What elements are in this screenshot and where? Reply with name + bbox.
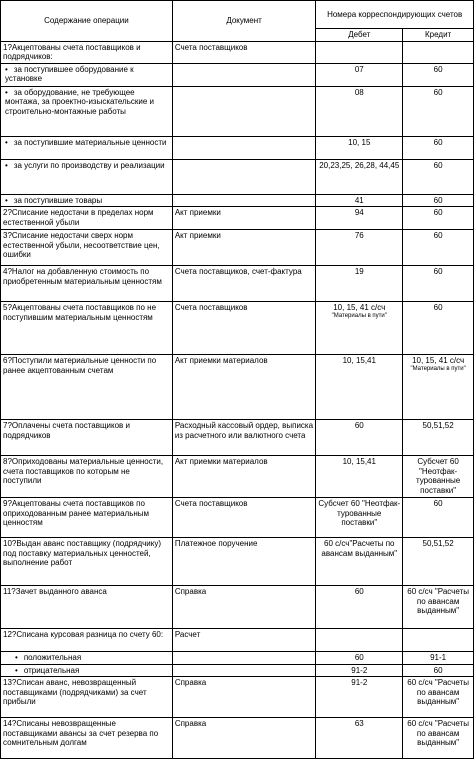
debit-text: 10, 15, 41 с/сч: [333, 303, 386, 312]
operation-text: отрицательная: [23, 665, 80, 675]
debit-cell: 60: [316, 652, 403, 665]
credit-note: "Материалы в пути": [410, 365, 466, 372]
document-cell: Акт приемки материалов: [172, 456, 316, 498]
table-row: [1, 538, 474, 586]
document-cell: Расчет: [172, 629, 316, 652]
debit-cell: 19: [316, 266, 403, 302]
table-row: [1, 677, 474, 718]
document-cell: [172, 664, 316, 677]
debit-cell: 10, 15: [316, 136, 403, 159]
debit-cell: [316, 41, 403, 63]
header-document: Документ: [172, 1, 316, 42]
operation-cell: 8?Оприходованы материальные ценности, счета поставщиков по которым не поступили: [1, 456, 173, 498]
document-cell: Счета поставщиков: [172, 498, 316, 538]
debit-cell: 08: [316, 86, 403, 136]
document-cell: Акт приемки: [172, 207, 316, 230]
operation-cell: [1, 194, 173, 207]
debit-cell: 41: [316, 194, 403, 207]
operation-text: за поступившее оборудование к установке: [5, 64, 134, 83]
operation-cell: [1, 136, 173, 159]
header-operation: Содержание операции: [1, 1, 173, 42]
table-row: [1, 718, 474, 759]
debit-cell: [316, 629, 403, 652]
bullet-icon: [5, 65, 14, 74]
credit-cell: 50,51,52: [403, 538, 474, 586]
operation-cell: 3?Списание недостачи сверх норм естественной убыли, несоответствие цен, ошибки: [1, 230, 173, 266]
table-row: [1, 41, 474, 63]
operation-text: за услуги по производству и реализации: [13, 160, 165, 170]
table-row: [1, 664, 474, 677]
credit-cell: 60 с/сч "Расчеты по авансам выданным": [403, 718, 474, 759]
table-row: [1, 498, 474, 538]
operation-cell: [1, 63, 173, 86]
table-row: [1, 136, 474, 159]
credit-cell: [403, 355, 474, 420]
credit-cell: 60: [403, 230, 474, 266]
table-row: [1, 586, 474, 629]
credit-cell: 60: [403, 664, 474, 677]
credit-cell: [403, 41, 474, 63]
operation-cell: 2?Списание недостачи в пределах норм естественной убыли: [1, 207, 173, 230]
document-cell: Акт приемки: [172, 230, 316, 266]
document-cell: Акт приемки материалов: [172, 355, 316, 420]
operation-cell: [1, 652, 173, 665]
table-row: [1, 86, 474, 136]
operation-text: за поступившие товары: [13, 195, 103, 205]
operation-cell: [1, 159, 173, 194]
credit-cell: 60: [403, 266, 474, 302]
document-cell: Счета поставщиков: [172, 41, 316, 63]
operation-cell: 9?Акцептованы счета поставщиков по оприходованным ранее материальным ценностям: [1, 498, 173, 538]
table-row: [1, 230, 474, 266]
debit-cell: 07: [316, 63, 403, 86]
credit-cell: 60: [403, 86, 474, 136]
table-row: [1, 355, 474, 420]
table-row: [1, 302, 474, 355]
debit-cell: 91-2: [316, 664, 403, 677]
debit-cell: 91-2: [316, 677, 403, 718]
debit-note: "Материалы в пути": [331, 312, 387, 319]
credit-cell: 60: [403, 207, 474, 230]
table-row: [1, 629, 474, 652]
credit-cell: [403, 629, 474, 652]
debit-cell: [316, 302, 403, 355]
document-cell: Платежное поручение: [172, 538, 316, 586]
debit-cell: 63: [316, 718, 403, 759]
operation-cell: 4?Налог на добавленную стоимость по приобретенным материальным ценностям: [1, 266, 173, 302]
credit-cell: 60: [403, 159, 474, 194]
credit-cell: 60: [403, 63, 474, 86]
bullet-icon: [5, 161, 14, 170]
credit-cell: 50,51,52: [403, 420, 474, 456]
operation-cell: 10?Выдан аванс поставщику (подрядчику) под поставку материальных ценностей, выполнение работ: [1, 538, 173, 586]
credit-cell: 60: [403, 136, 474, 159]
document-cell: Справка: [172, 677, 316, 718]
operation-text: за поступившие материальные ценности: [13, 137, 167, 147]
table-row: [1, 207, 474, 230]
operation-cell: [1, 664, 173, 677]
table-row: [1, 63, 474, 86]
credit-cell: 91-1: [403, 652, 474, 665]
debit-cell: Субсчет 60 "Неотфак-турованные поставки": [316, 498, 403, 538]
operation-cell: 5?Акцептованы счета поставщиков по не поступившим материальным ценностям: [1, 302, 173, 355]
table-row: [1, 159, 474, 194]
operation-cell: 14?Списаны невозвращенные поставщиками авансы за счет резерва по сомнительным долгам: [1, 718, 173, 759]
table-row: [1, 456, 474, 498]
credit-cell: 60 с/сч "Расчеты по авансам выданным": [403, 586, 474, 629]
debit-cell: 10, 15,41: [316, 355, 403, 420]
operation-cell: 1?Акцептованы счета поставщиков и подрядчиков:: [1, 41, 173, 63]
debit-cell: 20,23,25, 26,28, 44,45: [316, 159, 403, 194]
credit-text: 10, 15, 41 с/сч: [412, 356, 465, 365]
bullet-icon: [5, 196, 14, 205]
document-cell: Счета поставщиков: [172, 302, 316, 355]
document-cell: [172, 63, 316, 86]
credit-cell: Субсчет 60 "Неотфак-турованные поставки": [403, 456, 474, 498]
operation-cell: 7?Оплачены счета поставщиков и подрядчиков: [1, 420, 173, 456]
table-row: [1, 266, 474, 302]
table-row: [1, 420, 474, 456]
credit-cell: 60: [403, 302, 474, 355]
document-cell: [172, 136, 316, 159]
credit-cell: 60: [403, 194, 474, 207]
debit-cell: 76: [316, 230, 403, 266]
credit-cell: 60: [403, 498, 474, 538]
operation-text: положительная: [23, 653, 82, 662]
document-cell: Расходный кассовый ордер, выписка из расчетного или валютного счета: [172, 420, 316, 456]
document-cell: [172, 159, 316, 194]
operation-cell: 6?Поступили материальные ценности по ранее акцептованным счетам: [1, 355, 173, 420]
operation-text: за оборудование, не требующее монтажа, за проектно-изыскательские и строительно-монтажные работы: [5, 87, 154, 116]
header-credit: Кредит: [403, 29, 474, 42]
document-cell: [172, 86, 316, 136]
document-cell: [172, 194, 316, 207]
debit-cell: 60 с/сч"Расчеты по авансам выданным": [316, 538, 403, 586]
document-cell: Справка: [172, 718, 316, 759]
header-accounts: Номера корреспондирующих счетов: [316, 1, 474, 29]
operation-cell: 13?Списан аванс, невозвращенный поставщиками (подрядчиками) за счет прибыли: [1, 677, 173, 718]
document-cell: Счета поставщиков, счет-фактура: [172, 266, 316, 302]
table-row: [1, 652, 474, 665]
operation-cell: [1, 86, 173, 136]
bullet-icon: [5, 138, 14, 147]
debit-cell: 60: [316, 420, 403, 456]
credit-cell: 60 с/сч "Расчеты по авансам выданным": [403, 677, 474, 718]
document-cell: Справка: [172, 586, 316, 629]
bullet-icon: [5, 88, 14, 97]
operation-cell: 11?Зачет выданного аванса: [1, 586, 173, 629]
header-debit: Дебет: [316, 29, 403, 42]
table-row: [1, 194, 474, 207]
bullet-icon: [5, 653, 24, 662]
debit-cell: 10, 15,41: [316, 456, 403, 498]
document-cell: [172, 652, 316, 665]
debit-cell: 94: [316, 207, 403, 230]
operation-cell: 12?Списана курсовая разница по счету 60:: [1, 629, 173, 652]
debit-cell: 60: [316, 586, 403, 629]
bullet-icon: [5, 666, 24, 675]
